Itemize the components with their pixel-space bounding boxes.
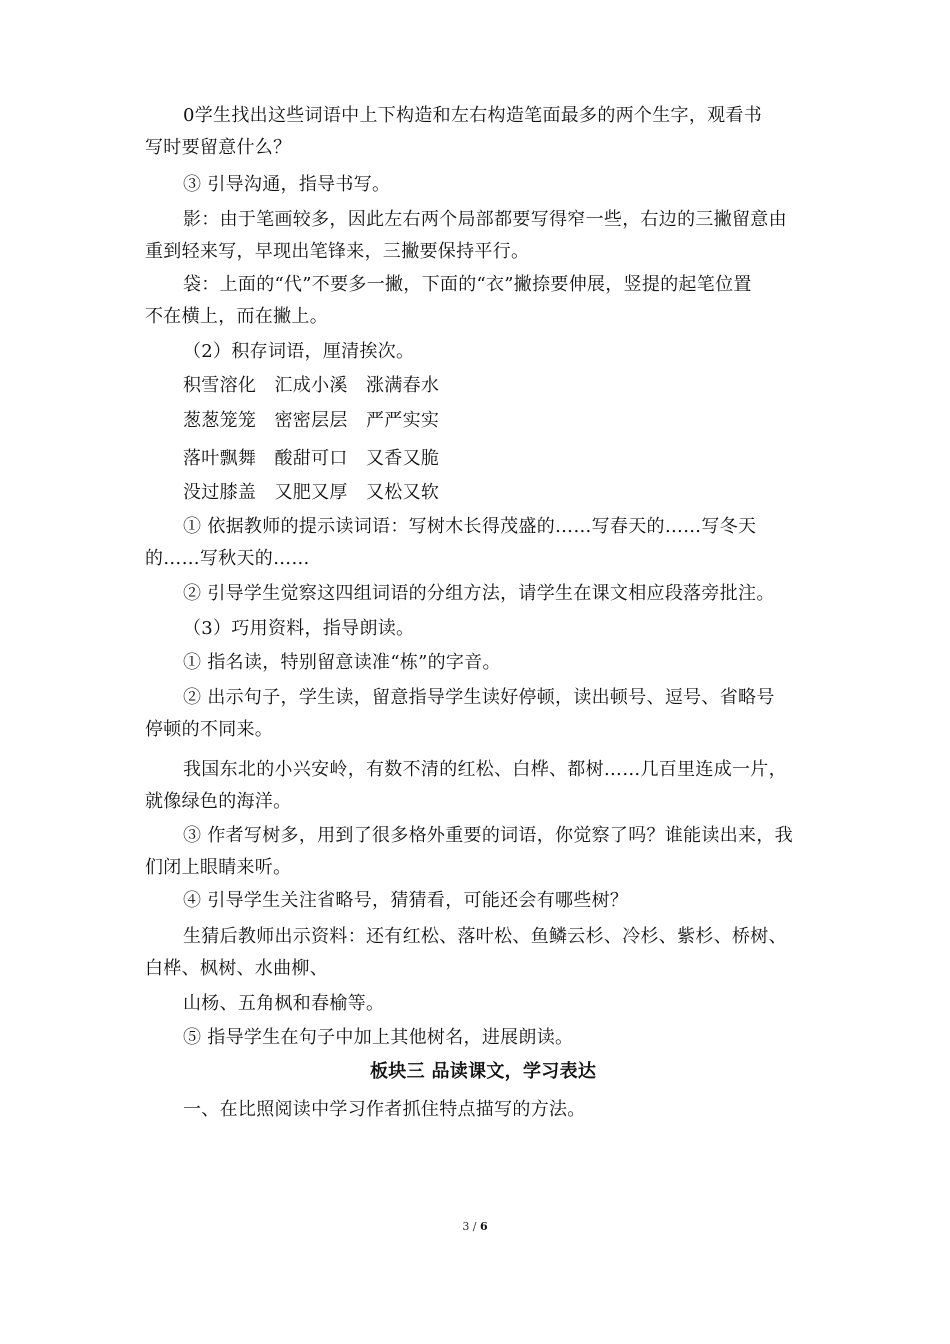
word-group-row: 没过膝盖 又肥又厚 又松又软 bbox=[183, 482, 440, 503]
section-subheading: （2）积存词语，厘清挨次。 bbox=[183, 341, 415, 362]
paragraph-line: 影：由于笔画较多，因此左右两个局部都要写得窄一些，右边的三撇留意由 bbox=[183, 209, 787, 230]
paragraph-line: 不在横上，而在撇上。 bbox=[145, 306, 328, 327]
quoted-sentence: 我国东北的小兴安岭，有数不清的红松、白桦、都树……几百里连成一片， bbox=[183, 759, 787, 780]
paragraph-line: ① 依据教师的提示读词语：写树木长得茂盛的……写春天的……写冬天 bbox=[183, 516, 757, 537]
page-separator: / bbox=[469, 1220, 481, 1233]
paragraph-line: ⑤ 指导学生在句子中加上其他树名，进展朗读。 bbox=[183, 1027, 574, 1048]
paragraph-line: 停顿的不同来。 bbox=[145, 719, 274, 740]
paragraph-line: 0学生找出这些词语中上下构造和左右构造笔面最多的两个生字，观看书 bbox=[183, 105, 763, 126]
paragraph-line: 袋：上面的“代”不要多一撇，下面的“衣”撇捺要伸展，竖提的起笔位置 bbox=[183, 274, 752, 295]
section-heading: 板块三 品读课文，学习表达 bbox=[370, 1061, 597, 1082]
paragraph-line: 一、在比照阅读中学习作者抓住特点描写的方法。 bbox=[183, 1099, 586, 1120]
paragraph-line: 山杨、五角枫和春榆等。 bbox=[183, 993, 385, 1014]
paragraph-line: 的……写秋天的…… bbox=[145, 548, 310, 569]
word-group-row: 葱葱笼笼 密密层层 严严实实 bbox=[183, 410, 440, 431]
paragraph-line: 们闭上眼睛来听。 bbox=[145, 857, 292, 878]
page-total: 6 bbox=[480, 1220, 488, 1233]
page-number bbox=[0, 1220, 950, 1233]
paragraph-line: 白桦、枫树、水曲柳、 bbox=[145, 958, 328, 979]
paragraph-line: ② 引导学生觉察这四组词语的分组方法，请学生在课文相应段落旁批注。 bbox=[183, 583, 775, 604]
paragraph-line: ③ 引导沟通，指导书写。 bbox=[183, 174, 391, 195]
paragraph-line: ④ 引导学生关注省略号，猜猜看，可能还会有哪些树？ bbox=[183, 890, 629, 911]
word-group-row: 落叶飘舞 酸甜可口 又香又脆 bbox=[183, 448, 440, 469]
paragraph-line: ② 出示句子，学生读，留意指导学生读好停顿，读出顿号、逗号、省略号 bbox=[183, 687, 775, 708]
section-subheading: （3）巧用资料，指导朗读。 bbox=[183, 618, 415, 639]
paragraph-line: 生猜后教师出示资料：还有红松、落叶松、鱼鳞云杉、冷杉、紫杉、桥树、 bbox=[183, 926, 787, 947]
paragraph-line: 写时要留意什么？ bbox=[145, 137, 292, 158]
paragraph-line: 重到轻来写，早现出笔锋来，三撇要保持平行。 bbox=[145, 241, 530, 262]
quoted-sentence: 就像绿色的海洋。 bbox=[145, 791, 292, 812]
word-group-row: 积雪溶化 汇成小溪 涨满春水 bbox=[183, 375, 440, 396]
paragraph-line: ③ 作者写树多，用到了很多格外重要的词语，你觉察了吗？谁能读出来，我 bbox=[183, 825, 793, 846]
paragraph-line: ① 指名读，特别留意读准“栋”的字音。 bbox=[183, 652, 501, 673]
page-current: 3 bbox=[462, 1220, 470, 1233]
